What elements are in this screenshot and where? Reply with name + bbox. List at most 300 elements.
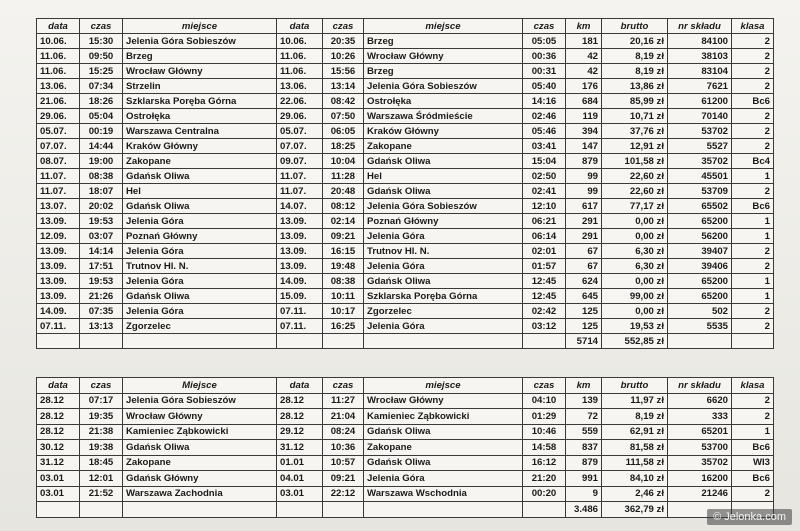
table-row bbox=[37, 244, 774, 259]
table-row bbox=[37, 486, 774, 502]
cell-time-from: 19:53 bbox=[80, 274, 123, 289]
cell-train-number: 502 bbox=[668, 304, 732, 319]
cell-gross-price: 6,30 zł bbox=[602, 244, 668, 259]
cell-date-to: 11.07. bbox=[277, 169, 323, 184]
cell-date-to: 11.07. bbox=[277, 184, 323, 199]
cell-train-number: 39406 bbox=[668, 259, 732, 274]
cell-gross-price: 11,97 zł bbox=[602, 393, 668, 409]
header-time-to: czas bbox=[323, 19, 364, 34]
cell-place-to: Zgorzelec bbox=[364, 304, 523, 319]
cell-date-from: 07.07. bbox=[37, 139, 80, 154]
cell-place-from: Zakopane bbox=[123, 154, 277, 169]
header-date-from: data bbox=[37, 19, 80, 34]
cell-duration: 03:12 bbox=[523, 319, 566, 334]
cell-time-from: 07:35 bbox=[80, 304, 123, 319]
cell-duration: 16:12 bbox=[523, 455, 566, 471]
cell-place-to: Hel bbox=[364, 169, 523, 184]
cell-train-number: 5527 bbox=[668, 139, 732, 154]
cell-class: 2 bbox=[732, 49, 774, 64]
table-row bbox=[37, 304, 774, 319]
cell-date-from: 11.07. bbox=[37, 184, 80, 199]
cell-time-to: 08:24 bbox=[323, 424, 364, 440]
cell-place-to: Jelenia Góra bbox=[364, 229, 523, 244]
header-duration: czas bbox=[523, 19, 566, 34]
empty-cell bbox=[364, 334, 523, 349]
table-row bbox=[37, 229, 774, 244]
cell-km: 125 bbox=[566, 304, 602, 319]
cell-time-from: 21:52 bbox=[80, 486, 123, 502]
table-row bbox=[37, 94, 774, 109]
table-row bbox=[37, 259, 774, 274]
photo-credit: © Jelonka.com bbox=[707, 509, 792, 525]
header-train-number: nr składu bbox=[668, 19, 732, 34]
cell-place-to: Ostrołęka bbox=[364, 94, 523, 109]
empty-cell bbox=[523, 334, 566, 349]
cell-date-from: 11.06. bbox=[37, 64, 80, 79]
cell-date-to: 03.01 bbox=[277, 486, 323, 502]
header-gross-price: brutto bbox=[602, 19, 668, 34]
cell-gross-price: 0,00 zł bbox=[602, 229, 668, 244]
cell-place-to: Zakopane bbox=[364, 139, 523, 154]
cell-gross-price: 22,60 zł bbox=[602, 184, 668, 199]
cell-date-to: 28.12 bbox=[277, 393, 323, 409]
cell-gross-price: 19,53 zł bbox=[602, 319, 668, 334]
cell-class: 1 bbox=[732, 229, 774, 244]
cell-duration: 01:29 bbox=[523, 409, 566, 425]
cell-gross-price: 20,16 zł bbox=[602, 34, 668, 49]
cell-date-to: 13.06. bbox=[277, 79, 323, 94]
cell-train-number: 65200 bbox=[668, 214, 732, 229]
cell-km: 99 bbox=[566, 169, 602, 184]
cell-class: 2 bbox=[732, 409, 774, 425]
empty-cell bbox=[123, 502, 277, 518]
cell-place-from: Poznań Główny bbox=[123, 229, 277, 244]
table-row bbox=[37, 319, 774, 334]
cell-date-from: 11.06. bbox=[37, 49, 80, 64]
cell-time-to: 16:25 bbox=[323, 319, 364, 334]
cell-place-from: Wrocław Główny bbox=[123, 64, 277, 79]
cell-place-to: Szklarska Poręba Górna bbox=[364, 289, 523, 304]
header-time-from: czas bbox=[80, 19, 123, 34]
cell-km: 645 bbox=[566, 289, 602, 304]
cell-km: 176 bbox=[566, 79, 602, 94]
table-row bbox=[37, 274, 774, 289]
header-gross-price: brutto bbox=[602, 378, 668, 394]
cell-time-from: 14:14 bbox=[80, 244, 123, 259]
cell-km: 181 bbox=[566, 34, 602, 49]
cell-train-number: 65200 bbox=[668, 274, 732, 289]
cell-class: Bc6 bbox=[732, 94, 774, 109]
cell-km: 684 bbox=[566, 94, 602, 109]
cell-km: 291 bbox=[566, 214, 602, 229]
cell-place-from: Trutnov Hl. N. bbox=[123, 259, 277, 274]
cell-date-from: 05.07. bbox=[37, 124, 80, 139]
cell-date-from: 13.09. bbox=[37, 214, 80, 229]
cell-train-number: 65201 bbox=[668, 424, 732, 440]
cell-place-from: Jelenia Góra Sobieszów bbox=[123, 393, 277, 409]
cell-place-from: Gdańsk Oliwa bbox=[123, 199, 277, 214]
cell-gross-price: 62,91 zł bbox=[602, 424, 668, 440]
journey-table-1 bbox=[36, 18, 774, 349]
table-row bbox=[37, 471, 774, 487]
cell-km: 291 bbox=[566, 229, 602, 244]
cell-place-from: Gdańsk Główny bbox=[123, 471, 277, 487]
cell-time-to: 20:35 bbox=[323, 34, 364, 49]
header-date-from: data bbox=[37, 378, 80, 394]
cell-km: 394 bbox=[566, 124, 602, 139]
cell-time-from: 18:45 bbox=[80, 455, 123, 471]
cell-duration: 00:36 bbox=[523, 49, 566, 64]
cell-km: 879 bbox=[566, 455, 602, 471]
cell-train-number: 53709 bbox=[668, 184, 732, 199]
cell-place-to: Wrocław Główny bbox=[364, 393, 523, 409]
cell-km: 139 bbox=[566, 393, 602, 409]
cell-time-from: 08:38 bbox=[80, 169, 123, 184]
cell-time-from: 15:25 bbox=[80, 64, 123, 79]
cell-time-to: 02:14 bbox=[323, 214, 364, 229]
cell-gross-price: 10,71 zł bbox=[602, 109, 668, 124]
cell-duration: 01:57 bbox=[523, 259, 566, 274]
header-place-to: miejsce bbox=[364, 19, 523, 34]
cell-class: 2 bbox=[732, 244, 774, 259]
cell-time-from: 05:04 bbox=[80, 109, 123, 124]
cell-duration: 05:46 bbox=[523, 124, 566, 139]
cell-class: 2 bbox=[732, 393, 774, 409]
header-date-to: data bbox=[277, 19, 323, 34]
cell-km: 624 bbox=[566, 274, 602, 289]
cell-duration: 02:01 bbox=[523, 244, 566, 259]
cell-duration: 04:10 bbox=[523, 393, 566, 409]
cell-train-number: 70140 bbox=[668, 109, 732, 124]
table-row bbox=[37, 409, 774, 425]
cell-date-to: 31.12 bbox=[277, 440, 323, 456]
cell-time-from: 18:07 bbox=[80, 184, 123, 199]
cell-date-from: 28.12 bbox=[37, 409, 80, 425]
cell-gross-price: 37,76 zł bbox=[602, 124, 668, 139]
cell-gross-price: 84,10 zł bbox=[602, 471, 668, 487]
cell-class: 1 bbox=[732, 214, 774, 229]
cell-duration: 02:50 bbox=[523, 169, 566, 184]
header-train-number: nr składu bbox=[668, 378, 732, 394]
table-row bbox=[37, 124, 774, 139]
cell-time-from: 12:01 bbox=[80, 471, 123, 487]
cell-class: 1 bbox=[732, 169, 774, 184]
cell-time-to: 20:48 bbox=[323, 184, 364, 199]
total-km: 5714 bbox=[566, 334, 602, 349]
cell-duration: 06:21 bbox=[523, 214, 566, 229]
cell-place-to: Kraków Główny bbox=[364, 124, 523, 139]
cell-gross-price: 8,19 zł bbox=[602, 409, 668, 425]
cell-km: 147 bbox=[566, 139, 602, 154]
total-gross-price: 362,79 zł bbox=[602, 502, 668, 518]
table-row bbox=[37, 34, 774, 49]
cell-date-from: 13.09. bbox=[37, 289, 80, 304]
cell-time-from: 19:00 bbox=[80, 154, 123, 169]
cell-time-to: 18:25 bbox=[323, 139, 364, 154]
cell-time-to: 10:04 bbox=[323, 154, 364, 169]
cell-time-from: 21:38 bbox=[80, 424, 123, 440]
empty-cell bbox=[523, 502, 566, 518]
cell-train-number: 56200 bbox=[668, 229, 732, 244]
cell-time-to: 08:42 bbox=[323, 94, 364, 109]
cell-gross-price: 81,58 zł bbox=[602, 440, 668, 456]
cell-date-from: 13.06. bbox=[37, 79, 80, 94]
cell-time-to: 06:05 bbox=[323, 124, 364, 139]
cell-time-from: 20:02 bbox=[80, 199, 123, 214]
cell-date-from: 28.12 bbox=[37, 393, 80, 409]
table-row bbox=[37, 289, 774, 304]
header-time-to: czas bbox=[323, 378, 364, 394]
cell-km: 67 bbox=[566, 244, 602, 259]
table-row bbox=[37, 79, 774, 94]
cell-place-from: Gdańsk Oliwa bbox=[123, 169, 277, 184]
cell-time-to: 16:15 bbox=[323, 244, 364, 259]
cell-train-number: 7621 bbox=[668, 79, 732, 94]
cell-class: 2 bbox=[732, 124, 774, 139]
header-place-to: miejsce bbox=[364, 378, 523, 394]
cell-date-from: 30.12 bbox=[37, 440, 80, 456]
cell-place-to: Jelenia Góra bbox=[364, 319, 523, 334]
cell-place-from: Kraków Główny bbox=[123, 139, 277, 154]
cell-duration: 05:40 bbox=[523, 79, 566, 94]
table-row bbox=[37, 139, 774, 154]
cell-date-from: 08.07. bbox=[37, 154, 80, 169]
cell-time-to: 19:48 bbox=[323, 259, 364, 274]
cell-place-to: Poznań Główny bbox=[364, 214, 523, 229]
cell-date-to: 29.06. bbox=[277, 109, 323, 124]
table-header-row bbox=[37, 19, 774, 34]
cell-duration: 00:20 bbox=[523, 486, 566, 502]
totals-row bbox=[37, 334, 774, 349]
cell-place-to: Jelenia Góra bbox=[364, 471, 523, 487]
cell-time-to: 10:57 bbox=[323, 455, 364, 471]
cell-gross-price: 6,30 zł bbox=[602, 259, 668, 274]
cell-place-from: Kamieniec Ząbkowicki bbox=[123, 424, 277, 440]
table-row bbox=[37, 169, 774, 184]
cell-duration: 05:05 bbox=[523, 34, 566, 49]
cell-train-number: 39407 bbox=[668, 244, 732, 259]
cell-date-to: 09.07. bbox=[277, 154, 323, 169]
cell-gross-price: 101,58 zł bbox=[602, 154, 668, 169]
cell-place-from: Jelenia Góra Sobieszów bbox=[123, 34, 277, 49]
cell-place-from: Strzelin bbox=[123, 79, 277, 94]
cell-gross-price: 13,86 zł bbox=[602, 79, 668, 94]
cell-duration: 10:46 bbox=[523, 424, 566, 440]
table-row bbox=[37, 64, 774, 79]
empty-cell bbox=[37, 334, 80, 349]
total-km: 3.486 bbox=[566, 502, 602, 518]
cell-place-from: Jelenia Góra bbox=[123, 274, 277, 289]
cell-time-to: 15:56 bbox=[323, 64, 364, 79]
journey-table-2 bbox=[36, 377, 774, 518]
cell-date-to: 11.06. bbox=[277, 64, 323, 79]
cell-date-to: 10.06. bbox=[277, 34, 323, 49]
cell-km: 991 bbox=[566, 471, 602, 487]
cell-place-from: Hel bbox=[123, 184, 277, 199]
cell-train-number: 53702 bbox=[668, 124, 732, 139]
cell-duration: 02:42 bbox=[523, 304, 566, 319]
cell-date-to: 07.11. bbox=[277, 319, 323, 334]
cell-time-from: 21:26 bbox=[80, 289, 123, 304]
cell-gross-price: 0,00 zł bbox=[602, 274, 668, 289]
cell-train-number: 6620 bbox=[668, 393, 732, 409]
cell-duration: 14:16 bbox=[523, 94, 566, 109]
cell-gross-price: 0,00 zł bbox=[602, 304, 668, 319]
cell-place-from: Jelenia Góra bbox=[123, 214, 277, 229]
table-row bbox=[37, 440, 774, 456]
cell-class: 2 bbox=[732, 79, 774, 94]
cell-date-to: 01.01 bbox=[277, 455, 323, 471]
cell-class: WI3 bbox=[732, 455, 774, 471]
cell-date-to: 13.09. bbox=[277, 244, 323, 259]
cell-duration: 02:46 bbox=[523, 109, 566, 124]
cell-train-number: 83104 bbox=[668, 64, 732, 79]
empty-cell bbox=[668, 334, 732, 349]
table-row bbox=[37, 154, 774, 169]
cell-gross-price: 22,60 zł bbox=[602, 169, 668, 184]
cell-time-from: 19:35 bbox=[80, 409, 123, 425]
cell-date-to: 13.09. bbox=[277, 229, 323, 244]
cell-date-to: 13.09. bbox=[277, 214, 323, 229]
cell-time-to: 22:12 bbox=[323, 486, 364, 502]
cell-place-to: Zakopane bbox=[364, 440, 523, 456]
cell-date-from: 11.07. bbox=[37, 169, 80, 184]
empty-cell bbox=[80, 502, 123, 518]
cell-km: 617 bbox=[566, 199, 602, 214]
header-class: klasa bbox=[732, 378, 774, 394]
table-row bbox=[37, 199, 774, 214]
cell-class: 2 bbox=[732, 64, 774, 79]
cell-date-to: 22.06. bbox=[277, 94, 323, 109]
table-row bbox=[37, 424, 774, 440]
cell-date-to: 07.07. bbox=[277, 139, 323, 154]
empty-cell bbox=[277, 502, 323, 518]
cell-date-to: 14.07. bbox=[277, 199, 323, 214]
cell-date-from: 29.06. bbox=[37, 109, 80, 124]
header-km: km bbox=[566, 19, 602, 34]
header-date-to: data bbox=[277, 378, 323, 394]
cell-km: 125 bbox=[566, 319, 602, 334]
cell-duration: 12:10 bbox=[523, 199, 566, 214]
cell-place-to: Jelenia Góra Sobieszów bbox=[364, 199, 523, 214]
cell-place-from: Szklarska Poręba Górna bbox=[123, 94, 277, 109]
cell-place-from: Ostrołęka bbox=[123, 109, 277, 124]
cell-time-to: 08:12 bbox=[323, 199, 364, 214]
cell-date-from: 13.09. bbox=[37, 259, 80, 274]
cell-place-from: Warszawa Centralna bbox=[123, 124, 277, 139]
cell-duration: 06:14 bbox=[523, 229, 566, 244]
cell-time-from: 09:50 bbox=[80, 49, 123, 64]
cell-place-to: Gdańsk Oliwa bbox=[364, 154, 523, 169]
cell-place-to: Jelenia Góra Sobieszów bbox=[364, 79, 523, 94]
cell-class: 2 bbox=[732, 304, 774, 319]
cell-time-to: 21:04 bbox=[323, 409, 364, 425]
cell-km: 42 bbox=[566, 49, 602, 64]
cell-date-from: 10.06. bbox=[37, 34, 80, 49]
cell-km: 99 bbox=[566, 184, 602, 199]
cell-place-to: Kamieniec Ząbkowicki bbox=[364, 409, 523, 425]
cell-km: 42 bbox=[566, 64, 602, 79]
cell-class: Bc6 bbox=[732, 440, 774, 456]
cell-date-from: 13.09. bbox=[37, 274, 80, 289]
cell-date-from: 07.11. bbox=[37, 319, 80, 334]
header-duration: czas bbox=[523, 378, 566, 394]
cell-date-to: 15.09. bbox=[277, 289, 323, 304]
cell-time-to: 09:21 bbox=[323, 471, 364, 487]
cell-date-from: 03.01 bbox=[37, 486, 80, 502]
cell-time-to: 10:17 bbox=[323, 304, 364, 319]
cell-time-from: 19:38 bbox=[80, 440, 123, 456]
cell-km: 879 bbox=[566, 154, 602, 169]
empty-cell bbox=[37, 502, 80, 518]
cell-train-number: 65502 bbox=[668, 199, 732, 214]
cell-place-from: Warszawa Zachodnia bbox=[123, 486, 277, 502]
cell-place-from: Jelenia Góra bbox=[123, 304, 277, 319]
cell-time-to: 11:27 bbox=[323, 393, 364, 409]
cell-duration: 00:31 bbox=[523, 64, 566, 79]
cell-place-from: Jelenia Góra bbox=[123, 244, 277, 259]
cell-km: 119 bbox=[566, 109, 602, 124]
cell-duration: 14:58 bbox=[523, 440, 566, 456]
cell-duration: 03:41 bbox=[523, 139, 566, 154]
cell-place-from: Wrocław Główny bbox=[123, 409, 277, 425]
header-place-from: Miejsce bbox=[123, 378, 277, 394]
cell-place-to: Gdańsk Oliwa bbox=[364, 455, 523, 471]
cell-duration: 12:45 bbox=[523, 289, 566, 304]
cell-place-to: Warszawa Śródmieście bbox=[364, 109, 523, 124]
totals-row bbox=[37, 502, 774, 518]
cell-duration: 15:04 bbox=[523, 154, 566, 169]
cell-gross-price: 2,46 zł bbox=[602, 486, 668, 502]
cell-gross-price: 8,19 zł bbox=[602, 49, 668, 64]
cell-km: 559 bbox=[566, 424, 602, 440]
cell-gross-price: 0,00 zł bbox=[602, 214, 668, 229]
header-class: klasa bbox=[732, 19, 774, 34]
cell-gross-price: 77,17 zł bbox=[602, 199, 668, 214]
header-km: km bbox=[566, 378, 602, 394]
cell-place-from: Zgorzelec bbox=[123, 319, 277, 334]
cell-class: 1 bbox=[732, 424, 774, 440]
cell-km: 837 bbox=[566, 440, 602, 456]
cell-time-from: 07:17 bbox=[80, 393, 123, 409]
cell-place-to: Gdańsk Oliwa bbox=[364, 424, 523, 440]
table-row bbox=[37, 214, 774, 229]
empty-cell bbox=[277, 334, 323, 349]
cell-train-number: 65200 bbox=[668, 289, 732, 304]
table-row bbox=[37, 455, 774, 471]
cell-train-number: 16200 bbox=[668, 471, 732, 487]
cell-date-from: 13.09. bbox=[37, 244, 80, 259]
table-header-row bbox=[37, 378, 774, 394]
cell-place-to: Brzeg bbox=[364, 64, 523, 79]
cell-class: 2 bbox=[732, 184, 774, 199]
cell-class: 2 bbox=[732, 486, 774, 502]
empty-cell bbox=[732, 334, 774, 349]
cell-time-to: 11:28 bbox=[323, 169, 364, 184]
table-row bbox=[37, 49, 774, 64]
cell-time-from: 15:30 bbox=[80, 34, 123, 49]
cell-duration: 21:20 bbox=[523, 471, 566, 487]
cell-time-from: 03:07 bbox=[80, 229, 123, 244]
cell-time-from: 07:34 bbox=[80, 79, 123, 94]
cell-place-to: Gdańsk Oliwa bbox=[364, 274, 523, 289]
cell-date-to: 29.12 bbox=[277, 424, 323, 440]
cell-class: 2 bbox=[732, 139, 774, 154]
cell-date-from: 14.09. bbox=[37, 304, 80, 319]
cell-place-to: Gdańsk Oliwa bbox=[364, 184, 523, 199]
cell-place-from: Zakopane bbox=[123, 455, 277, 471]
cell-train-number: 84100 bbox=[668, 34, 732, 49]
